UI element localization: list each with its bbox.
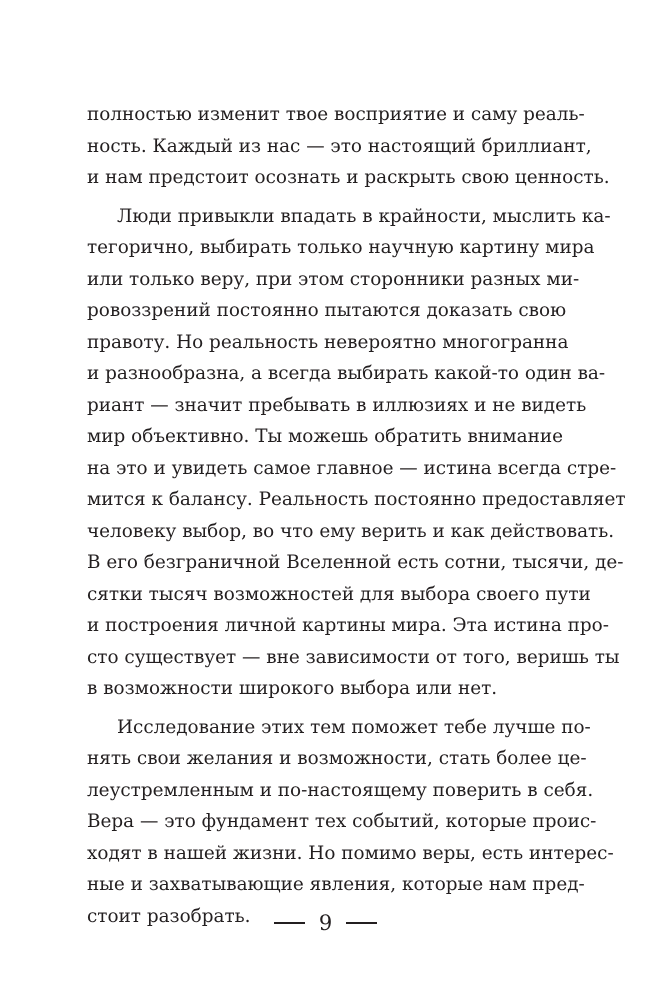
text-line: и нам предстоит осознать и раскрыть свою ценность. <box>87 167 610 188</box>
text-line: ные и захватывающие явления, которые нам пред- <box>87 874 585 895</box>
text-line: риант — значит пребывать в иллюзиях и не видеть <box>87 394 587 416</box>
text-line: сятки тысяч возможностей для выбора своего пути <box>87 583 591 605</box>
text-line: на это и увидеть самое главное — истина всегда стре- <box>87 457 617 479</box>
text-line: Вера — это фундамент тех событий, которые проис- <box>87 811 597 832</box>
text-line: ровоззрений постоянно пытаются доказать свою <box>87 300 567 321</box>
text-line: правоту. Но реальность невероятно многогранна <box>87 331 569 353</box>
text-line: нять свои желания и возможности, стать более це- <box>87 748 587 769</box>
paragraph-2 <box>87 201 626 705</box>
text-line: В его безграничной Вселенной есть сотни, тысячи, де- <box>87 552 624 573</box>
text-line: человеку выбор, во что ему верить и как действовать. <box>87 520 615 542</box>
text-line: в возможности широкого выбора или нет. <box>87 678 498 699</box>
page-number: 9 <box>318 910 333 935</box>
text-line: сто существует — вне зависимости от того, веришь ты <box>87 646 620 668</box>
text-line: Исследование этих тем поможет тебе лучше по- <box>117 716 591 738</box>
paragraph-3 <box>87 712 614 933</box>
text-line: или только веру, при этом сторонники разных ми- <box>87 268 580 290</box>
folio-dash-left <box>274 922 305 924</box>
text-line: леустремленным и по-настоящему поверить в себя. <box>87 779 594 801</box>
text-line: и построения личной картины мира. Эта истина про- <box>87 615 609 636</box>
text-line: и разнообразна, а всегда выбирать какой-то один ва- <box>87 363 606 384</box>
text-line: Люди привыкли впадать в крайности, мыслить ка- <box>117 205 611 227</box>
text-line: полностью изменит твое восприятие и саму реаль- <box>87 104 585 125</box>
page-footer <box>0 903 651 943</box>
text-line: мится к балансу. Реальность постоянно предоставляет <box>87 489 626 510</box>
text-line: ходят в нашей жизни. Но помимо веры, есть интерес- <box>87 842 614 864</box>
text-line: стоит разобрать. <box>87 905 251 927</box>
text-line: мир объективно. Ты можешь обратить внимание <box>87 426 563 447</box>
text-line: ность. Каждый из нас — это настоящий бриллиант, <box>87 135 592 157</box>
body-text <box>87 99 626 935</box>
text-line: тегорично, выбирать только научную картину мира <box>87 237 595 258</box>
folio-dash-right <box>346 922 377 924</box>
paragraph-1 <box>87 99 610 194</box>
